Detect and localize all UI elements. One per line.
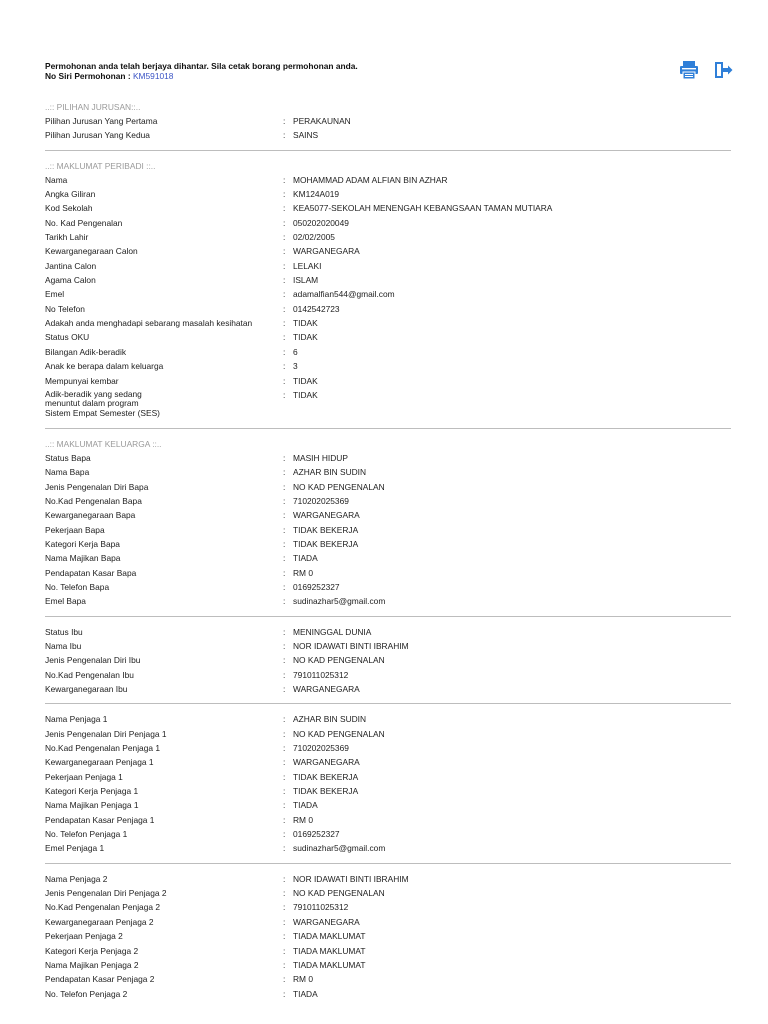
field-value: TIDAK <box>293 375 318 386</box>
field-label: No. Telefon Bapa <box>45 581 110 592</box>
exit-icon[interactable] <box>712 59 734 81</box>
field-value: WARGANEGARA <box>293 916 360 927</box>
field-label: Jenis Pengenalan Diri Penjaga 1 <box>45 728 167 739</box>
field-row: Emel : adamalfian544@gmail.com <box>45 287 731 301</box>
field-label: Jantina Calon <box>45 260 97 271</box>
field-row: Bilangan Adik-beradik : 6 <box>45 345 731 359</box>
field-row: Status Ibu : MENINGGAL DUNIA <box>45 625 731 639</box>
field-row: Mempunyai kembar : TIDAK <box>45 374 731 388</box>
field-value: SAINS <box>293 130 319 141</box>
field-row: Nama Penjaga 2 : NOR IDAWATI BINTI IBRAHIM <box>45 872 731 886</box>
field-row: Angka Giliran : KM124A019 <box>45 187 731 201</box>
field-label-ses <box>45 388 283 419</box>
field-value: AZHAR BIN SUDIN <box>293 714 367 725</box>
field-value: 0169252327 <box>293 581 340 592</box>
field-label: No.Kad Pengenalan Penjaga 2 <box>45 902 161 913</box>
field-label: Kewarganegaraan Penjaga 1 <box>45 757 154 768</box>
field-label: Emel Bapa <box>45 596 86 607</box>
field-label: Pekerjaan Penjaga 1 <box>45 771 123 782</box>
field-value: WARGANEGARA <box>293 757 360 768</box>
field-row: Tarikh Lahir : 02/02/2005 <box>45 230 731 244</box>
field-value: TIADA MAKLUMAT <box>293 945 366 956</box>
field-label: Pilihan Jurusan Yang Kedua <box>45 130 150 141</box>
field-label: Pilihan Jurusan Yang Pertama <box>45 116 158 126</box>
field-row: Nama Majikan Bapa : TIADA <box>45 551 731 565</box>
field-value: KM124A019 <box>293 189 340 200</box>
field-row: Anak ke berapa dalam keluarga : 3 <box>45 359 731 373</box>
field-label: Bilangan Adik-beradik <box>45 346 127 357</box>
field-value: sudinazhar5@gmail.com <box>293 596 386 607</box>
field-value: ISLAM <box>293 275 319 286</box>
field-row: Status OKU : TIDAK <box>45 330 731 344</box>
field-row: Pekerjaan Penjaga 1 : TIDAK BEKERJA <box>45 770 731 784</box>
field-value: TIDAK BEKERJA <box>293 524 359 535</box>
field-label: Adakah anda menghadapi sebarang masalah kesihatan <box>45 318 253 329</box>
field-label: Pendapatan Kasar Penjaga 2 <box>45 974 155 985</box>
field-value: NO KAD PENGENALAN <box>293 728 385 739</box>
field-value: WARGANEGARA <box>293 510 360 521</box>
field-row: Nama Majikan Penjaga 2 : TIADA MAKLUMAT <box>45 958 731 972</box>
field-label: Jenis Pengenalan Diri Ibu <box>45 655 141 666</box>
field-value: TIDAK <box>293 389 318 400</box>
field-row: Status Bapa : MASIH HIDUP <box>45 451 731 465</box>
field-label: No Telefon <box>45 303 85 314</box>
field-value: KEA5077-SEKOLAH MENENGAH KEBANGSAAN TAMAN MUTIARA <box>293 203 553 214</box>
field-label: Jenis Pengenalan Diri Penjaga 2 <box>45 888 167 899</box>
field-value: 0169252327 <box>293 829 340 840</box>
field-row: Emel Penjaga 1 : sudinazhar5@gmail.com <box>45 841 731 855</box>
field-value: MOHAMMAD ADAM ALFIAN BIN AZHAR <box>293 174 448 185</box>
field-row: Jenis Pengenalan Diri Penjaga 2 : NO KAD PENGENALAN <box>45 886 731 900</box>
field-label: Kewarganegaraan Calon <box>45 246 138 257</box>
field-value: AZHAR BIN SUDIN <box>293 467 367 478</box>
field-value: 0142542723 <box>293 303 340 314</box>
field-value: 710202025369 <box>293 495 349 506</box>
field-label: Nama Bapa <box>45 467 90 478</box>
field-label: Pendapatan Kasar Bapa <box>45 567 137 578</box>
field-row: No. Telefon Penjaga 2 : TIADA <box>45 987 731 1001</box>
field-row: No. Telefon Bapa : 0169252327 <box>45 580 731 594</box>
field-value: TIADA MAKLUMAT <box>293 931 366 942</box>
field-label: Nama Majikan Bapa <box>45 553 121 564</box>
field-value: TIDAK BEKERJA <box>293 771 359 782</box>
field-row: Jenis Pengenalan Diri Ibu : NO KAD PENGENALAN <box>45 653 731 667</box>
field-row: Kewarganegaraan Penjaga 1 : WARGANEGARA <box>45 755 731 769</box>
field-value: TIADA <box>293 988 318 999</box>
field-row: Pendapatan Kasar Penjaga 1 : RM 0 <box>45 813 731 827</box>
field-row: No.Kad Pengenalan Ibu : 791011025312 <box>45 668 731 682</box>
field-row-ses: Adik-beradik yang sedang menuntut dalam program Sistem Empat Semester (SES) : TIDAK <box>45 388 731 421</box>
application-form <box>45 100 731 1001</box>
field-label: Angka Giliran <box>45 189 96 200</box>
field-label: Kategori Kerja Penjaga 1 <box>45 786 139 797</box>
field-value: MASIH HIDUP <box>293 452 348 463</box>
field-row: Nama : MOHAMMAD ADAM ALFIAN BIN AZHAR <box>45 173 731 187</box>
field-label: Nama Ibu <box>45 640 82 651</box>
field-label: Mempunyai kembar <box>45 375 119 386</box>
field-label: No.Kad Pengenalan Penjaga 1 <box>45 743 161 754</box>
field-label: Nama Penjaga 1 <box>45 714 108 725</box>
field-value: 050202020049 <box>293 217 349 228</box>
field-label: Pekerjaan Penjaga 2 <box>45 931 123 942</box>
field-value: adamalfian544@gmail.com <box>293 289 395 300</box>
field-row: Pekerjaan Bapa : TIDAK BEKERJA <box>45 523 731 537</box>
field-value: 710202025369 <box>293 743 349 754</box>
field-value: 791011025312 <box>293 669 349 680</box>
field-row: No.Kad Pengenalan Penjaga 1 : 710202025369 <box>45 741 731 755</box>
field-value: TIDAK BEKERJA <box>293 538 359 549</box>
field-value: TIADA <box>293 800 318 811</box>
field-value: TIADA MAKLUMAT <box>293 959 366 970</box>
field-label: Kewarganegaraan Bapa <box>45 510 136 521</box>
field-row: Pendapatan Kasar Penjaga 2 : RM 0 <box>45 972 731 986</box>
field-label: Status OKU <box>45 332 90 343</box>
field-row: No.Kad Pengenalan Bapa : 710202025369 <box>45 494 731 508</box>
penjaga1-rows <box>45 712 731 855</box>
field-value: TIADA <box>293 553 318 564</box>
field-row: No.Kad Pengenalan Penjaga 2 : 791011025312 <box>45 900 731 914</box>
field-label: Status Ibu <box>45 626 83 637</box>
field-label: Pendapatan Kasar Penjaga 1 <box>45 814 155 825</box>
field-value: NOR IDAWATI BINTI IBRAHIM <box>293 873 409 884</box>
field-row: Adakah anda menghadapi sebarang masalah kesihatan : TIDAK <box>45 316 731 330</box>
field-value: NO KAD PENGENALAN <box>293 655 385 666</box>
field-label: Pekerjaan Bapa <box>45 524 105 535</box>
field-value: RM 0 <box>293 814 314 825</box>
field-row: Jenis Pengenalan Diri Penjaga 1 : NO KAD PENGENALAN <box>45 727 731 741</box>
field-row: Kewarganegaraan Penjaga 2 : WARGANEGARA <box>45 915 731 929</box>
field-label: Status Bapa <box>45 452 91 463</box>
section-title-jurusan: ..:: PILIHAN JURUSAN::.. <box>45 102 141 112</box>
section-title-keluarga: ..:: MAKLUMAT KELUARGA ::.. <box>45 438 162 449</box>
field-label: Agama Calon <box>45 275 96 286</box>
field-row: Kewarganegaraan Bapa : WARGANEGARA <box>45 508 731 522</box>
header <box>45 61 645 81</box>
field-value: sudinazhar5@gmail.com <box>293 843 386 854</box>
field-value: TIDAK <box>293 318 318 329</box>
header-actions <box>678 59 734 81</box>
field-value: 6 <box>293 346 298 357</box>
success-message: Permohonan anda telah berjaya dihantar. Sila cetak borang permohonan anda. <box>45 61 358 71</box>
field-label: Anak ke berapa dalam keluarga <box>45 361 164 372</box>
field-label: Nama Majikan Penjaga 2 <box>45 959 139 970</box>
field-label: Kod Sekolah <box>45 203 93 214</box>
peribadi-rows <box>45 173 731 421</box>
field-value: NO KAD PENGENALAN <box>293 481 385 492</box>
ses-label-line: menuntut dalam program <box>45 398 139 409</box>
field-label: Kewarganegaraan Ibu <box>45 684 128 694</box>
serial-line <box>45 71 645 81</box>
field-label: Kategori Kerja Penjaga 2 <box>45 945 139 956</box>
field-label: Nama Majikan Penjaga 1 <box>45 800 139 811</box>
field-value: 02/02/2005 <box>293 232 335 243</box>
field-value: WARGANEGARA <box>293 684 360 694</box>
field-row: Kod Sekolah : KEA5077-SEKOLAH MENENGAH KEBANGSAAN TAMAN MUTIARA <box>45 201 731 215</box>
field-value: WARGANEGARA <box>293 246 360 257</box>
field-row: Pendapatan Kasar Bapa : RM 0 <box>45 566 731 580</box>
penjaga2-rows <box>45 872 731 1001</box>
field-label: No.Kad Pengenalan Ibu <box>45 669 134 680</box>
field-row: Nama Bapa : AZHAR BIN SUDIN <box>45 465 731 479</box>
field-value: 791011025312 <box>293 902 349 913</box>
jurusan-rows <box>45 114 731 143</box>
field-label: Tarikh Lahir <box>45 232 89 243</box>
field-label: Jenis Pengenalan Diri Bapa <box>45 481 149 492</box>
field-row: Emel Bapa : sudinazhar5@gmail.com <box>45 594 731 608</box>
ibu-rows <box>45 625 731 697</box>
field-value: NOR IDAWATI BINTI IBRAHIM <box>293 640 409 651</box>
field-value: RM 0 <box>293 974 314 985</box>
field-row: Kategori Kerja Penjaga 2 : TIADA MAKLUMAT <box>45 944 731 958</box>
field-row: Nama Majikan Penjaga 1 : TIADA <box>45 798 731 812</box>
field-label: Kewarganegaraan Penjaga 2 <box>45 916 154 927</box>
field-row: No. Kad Pengenalan : 050202020049 <box>45 216 731 230</box>
field-row: Pilihan Jurusan Yang Kedua : SAINS <box>45 128 731 142</box>
field-value: NO KAD PENGENALAN <box>293 888 385 899</box>
field-row: No. Telefon Penjaga 1 : 0169252327 <box>45 827 731 841</box>
field-row: Kewarganegaraan Calon : WARGANEGARA <box>45 244 731 258</box>
field-label: Emel Penjaga 1 <box>45 843 105 854</box>
field-row: Nama Penjaga 1 : AZHAR BIN SUDIN <box>45 712 731 726</box>
serial-number: KM591018 <box>132 71 174 81</box>
field-row: Pekerjaan Penjaga 2 : TIADA MAKLUMAT <box>45 929 731 943</box>
field-row: No Telefon : 0142542723 <box>45 302 731 316</box>
field-label: Nama Penjaga 2 <box>45 873 108 884</box>
field-label: Kategori Kerja Bapa <box>45 538 120 549</box>
field-row: Kewarganegaraan Ibu : WARGANEGARA <box>45 682 731 696</box>
field-label: No. Telefon Penjaga 2 <box>45 988 128 999</box>
field-row: Kategori Kerja Bapa : TIDAK BEKERJA <box>45 537 731 551</box>
field-row: Pilihan Jurusan Yang Pertama : PERAKAUNAN <box>45 114 731 128</box>
bapa-rows <box>45 451 731 609</box>
field-value: TIDAK <box>293 332 318 343</box>
field-label: No.Kad Pengenalan Bapa <box>45 495 142 506</box>
field-label: Nama <box>45 174 68 185</box>
field-value: RM 0 <box>293 567 314 578</box>
field-row: Jenis Pengenalan Diri Bapa : NO KAD PENGENALAN <box>45 480 731 494</box>
field-label: Emel <box>45 289 65 300</box>
field-value: LELAKI <box>293 260 322 271</box>
section-title-peribadi: ..:: MAKLUMAT PERIBADI ::.. <box>45 160 156 171</box>
ses-label-line: Adik-beradik yang sedang <box>45 388 142 399</box>
printer-icon[interactable] <box>678 59 700 81</box>
field-row: Nama Ibu : NOR IDAWATI BINTI IBRAHIM <box>45 639 731 653</box>
field-row: Kategori Kerja Penjaga 1 : TIDAK BEKERJA <box>45 784 731 798</box>
field-row: Jantina Calon : LELAKI <box>45 259 731 273</box>
field-label: No. Kad Pengenalan <box>45 217 123 228</box>
field-value: 3 <box>293 361 298 372</box>
serial-label: No Siri Permohonan : <box>45 71 133 81</box>
field-value: TIDAK BEKERJA <box>293 786 359 797</box>
field-value: PERAKAUNAN <box>293 116 351 126</box>
field-row: Agama Calon : ISLAM <box>45 273 731 287</box>
field-label: No. Telefon Penjaga 1 <box>45 829 128 840</box>
field-value: MENINGGAL DUNIA <box>293 626 372 637</box>
ses-label-line: Sistem Empat Semester (SES) <box>45 407 160 418</box>
